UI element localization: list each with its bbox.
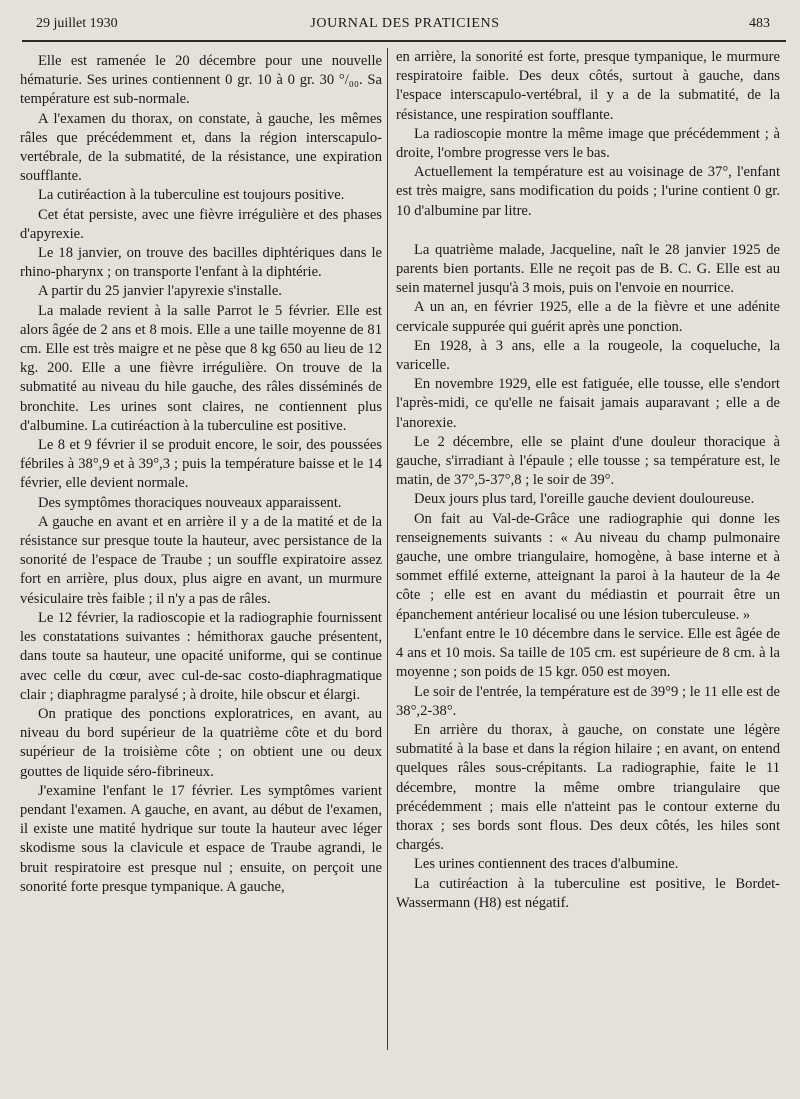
paragraph: Actuellement la température est au voisinage de 37°, l'enfant est très maigre, sans modification du poids ; l'urine contient 0 gr. 10 d'albumine par litre. (396, 164, 780, 219)
paragraph: Le 18 janvier, on trouve des bacilles diphtériques dans le rhino-pharynx ; on transporte l'enfant à la diphtérie. (20, 245, 382, 281)
paragraph: Des symptômes thoraciques nouveaux apparaissent. (38, 494, 342, 511)
page-number: 483 (749, 16, 770, 31)
section-gap (396, 221, 780, 241)
paragraph: La malade revient à la salle Parrot le 5 février. Elle est alors âgée de 2 ans et 8 mois. Elle a une taille moyenne de 81 cm. Elle est très maigre et ne pèse que 8 kg 650 au lieu de 12 kg. 200. Elle a une fièvre irrégulière. On trouve de la submatité au niveau du hile gauche, des râles disséminés de bronchite. Les urines sont claires, ne contiennent plus d'albumine. La cutiréaction à la tuberculine est positive. (20, 302, 382, 434)
paragraph: On fait au Val-de-Grâce une radiographie qui donne les renseignements suivants : « Au niveau du champ pulmonaire gauche, une ombre triangulaire, homogène, à base interne et à sommet effilé externe, atteignant la paroi à la hauteur de la 4e côte ; elle est en avant du médiastin et pourrait être un épanchement antérieur localisé ou une lésion tuberculeuse. » (396, 510, 780, 623)
paragraph: La cutiréaction à la tuberculine est toujours positive. (38, 187, 345, 204)
paragraph: A l'examen du thorax, on constate, à gauche, les mêmes râles que précédemment et, dans la région interscapulo-vertébrale, de la submatité, de la résistance, une expiration soufflante. (20, 110, 382, 185)
paragraph: On pratique des ponctions exploratrices, en avant, au niveau du bord supérieur de la quatrième côte et du bord supérieur de la troisième côte ; on obtient une ou deux gouttes de liquide séro-fibrineux. (20, 705, 382, 780)
paragraph: Cet état persiste, avec une fièvre irrégulière et des phases d'apyrexie. (20, 206, 382, 242)
paragraph: Le 12 février, la radioscopie et la radiographie fournissent les constatations suivantes : hémithorax gauche présentent, dans toute sa hauteur, une opacité uniforme, qui se continue avec celle du cœur, avec cul-de-sac costo-diaphragmatique clair ; diaphragme paralysé ; à droite, hile obscur et élargi. (20, 609, 382, 703)
paragraph: Le 2 décembre, elle se plaint d'une douleur thoracique à gauche, s'irradiant à l'épaule ; elle tousse ; sa température est, le matin, de 37°,5-37°,8 ; le soir de 39°. (396, 433, 780, 489)
paragraph: La radioscopie montre la même image que précédemment ; à droite, l'ombre progresse vers le bas. (396, 125, 780, 162)
column-divider (387, 48, 388, 1050)
journal-title: JOURNAL DES PRATICIENS (310, 16, 500, 31)
header-date: 29 juillet 1930 (36, 16, 118, 31)
paragraph: La quatrième malade, Jacqueline, naît le 28 janvier 1925 de parents bien portants. Elle ne reçoit pas de B. C. G. Elle est au sein maternel jusqu'à 3 mois, puis on l'envoie en nourrice. (396, 241, 780, 297)
paragraph: A un an, en février 1925, elle a de la fièvre et une adénite cervicale suppurée qui guérit après une ponction. (396, 299, 780, 335)
paragraph: Les urines contiennent des traces d'albumine. (414, 856, 679, 873)
paragraph: L'enfant entre le 10 décembre dans le service. Elle est âgée de 4 ans et 10 mois. Sa taille de 105 cm. est supérieure de 8 cm. à la moyenne ; son poids de 15 kgr. 050 est moyen. (396, 625, 780, 681)
left-column (20, 52, 382, 897)
paragraph: En 1928, à 3 ans, elle a la rougeole, la coqueluche, la varicelle. (396, 337, 780, 374)
paragraph: Elle est ramenée le 20 décembre pour une nouvelle hématurie. Ses urines contiennent 0 gr. 10 à 0 gr. 30 °/₀₀. Sa température est sub-normale. (20, 53, 382, 108)
paragraph: En arrière du thorax, à gauche, on constate une légère submatité à la base et dans la région hilaire ; en avant, on entend quelques râles sous-crépitants. La radiographie, faite le 11 décembre, montre la même ombre triangulaire que précédemment ; mais elle n'atteint pas le contour externe du thorax ; ses bords sont flous. Des deux côtés, les hiles sont chargés. (396, 721, 780, 854)
paragraph: Le 8 et 9 février il se produit encore, le soir, des poussées fébriles à 38°,9 et à 39°,3 ; puis la température baisse et le 14 février, elle devient normale. (20, 437, 382, 492)
paragraph: A gauche en avant et en arrière il y a de la matité et de la résistance sur presque toute la hauteur, avec persistance de la sonorité de l'espace de Traube ; un souffle expiratoire assez fort en arrière, plus doux, plus aigre en avant, un murmure vésiculaire très faible ; il n'y a pas de râles. (20, 513, 382, 607)
paragraph: Deux jours plus tard, l'oreille gauche devient douloureuse. (414, 491, 755, 508)
paragraph: J'examine l'enfant le 17 février. Les symptômes varient pendant l'examen. A gauche, en avant, au début de l'examen, il existe une matité hydrique sur toute la hauteur avec léger skodisme sous la clavicule et espace de Traube agrandi, le bruit respiratoire est presque nul ; ensuite, on perçoit une sonorité forte presque tympanique. A gauche, (20, 782, 382, 895)
right-column (396, 48, 780, 913)
paragraph: Le soir de l'entrée, la température est de 39°9 ; le 11 elle est de 38°,2-38°. (396, 683, 780, 719)
paragraph-continued: en arrière, la sonorité est forte, presque tympanique, le murmure respiratoire faible. Des deux côtés, surtout à gauche, dans l'espace interscapulo-vertébral, il y a de la submatité, de la résistance, une respiration soufflante. (396, 49, 780, 123)
paragraph: En novembre 1929, elle est fatiguée, elle tousse, elle s'endort l'après-midi, ce qu'elle ne faisait jamais auparavant ; elle a de l'anorexie. (396, 376, 780, 431)
header-rule (22, 40, 786, 42)
running-header (30, 16, 780, 36)
paragraph: La cutiréaction à la tuberculine est positive, le Bordet-Wassermann (H8) est négatif. (396, 875, 780, 911)
paragraph: A partir du 25 janvier l'apyrexie s'installe. (38, 283, 282, 300)
